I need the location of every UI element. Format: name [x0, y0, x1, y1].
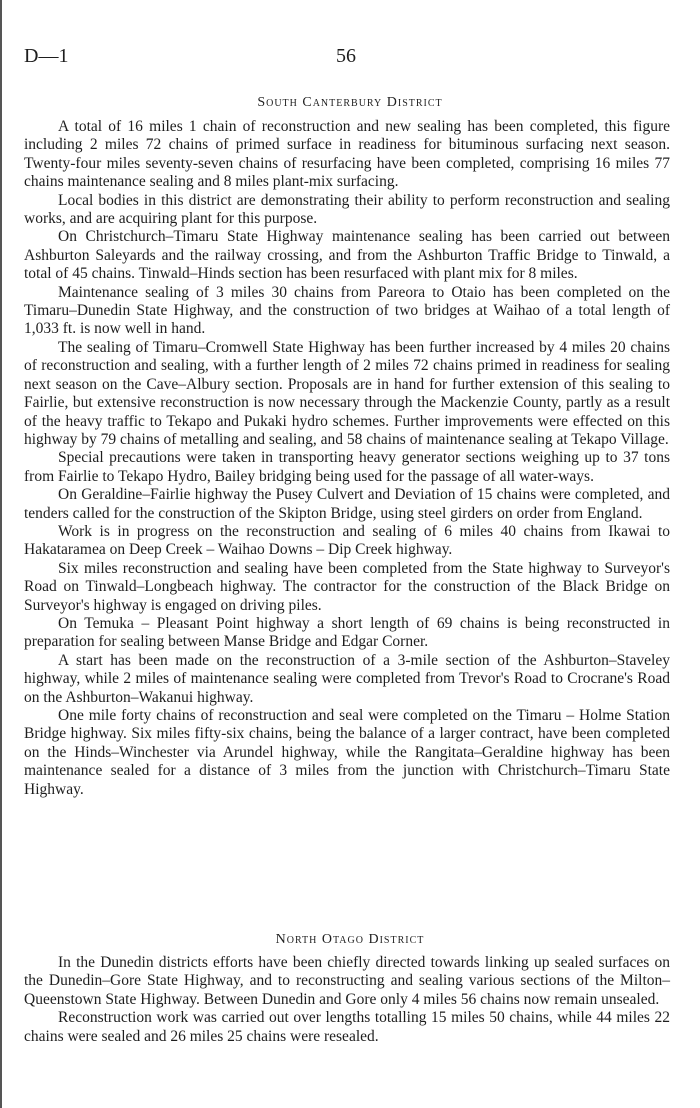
- paragraph: Special precautions were taken in transporting heavy generator sections weighing up to 37 tons from Fairlie to Tekapo Hydro, Bailey bridging being used for the passage of all water-ways.: [24, 449, 670, 485]
- section-body-north-otago: [24, 954, 670, 1046]
- paragraph: On Geraldine–Fairlie highway the Pusey Culvert and Deviation of 15 chains were completed, and tenders called for the construction of the Skipton Bridge, using steel girders on order from England.: [24, 486, 670, 522]
- paragraph: The sealing of Timaru–Cromwell State Highway has been further increased by 4 miles 20 chains of reconstruction and sealing, with a further length of 2 miles 72 chains primed in readiness for sealing next season on the Cave–Albury section. Proposals are in hand for further extension of this sealing to Fairlie, but extensive reconstruction is now necessary through the Mackenzie County, partly as a result of the heavy traffic to Tekapo and Pukaki hydro schemes. Further improvements were effected on this highway by 79 chains of metalling and sealing, and 58 chains of maintenance sealing at Tekapo Village.: [24, 338, 670, 448]
- section-heading-north-otago: North Otago District: [275, 932, 425, 947]
- paragraph: A start has been made on the reconstruction of a 3-mile section of the Ashburton–Staveley highway, while 2 miles of maintenance sealing were completed from Trevor's Road to Crocrane's Road on the Ashburton–Wakanui highway.: [24, 651, 670, 706]
- paragraph: Reconstruction work was carried out over lengths totalling 15 miles 50 chains, while 44 miles 22 chains were sealed and 26 miles 25 chains were resealed.: [24, 1009, 670, 1045]
- paragraph: On Christchurch–Timaru State Highway maintenance sealing has been carried out between Ashburton Saleyards and the railway crossing, and from the Ashburton Traffic Bridge to Tinwald, a total of 45 chains. Tinwald–Hinds section has been resurfaced with plant mix for 8 miles.: [24, 228, 670, 283]
- paragraph: Maintenance sealing of 3 miles 30 chains from Pareora to Otaio has been completed on the Timaru–Dunedin State Highway, and the construction of two bridges at Waihao of a total length of 1,033 ft. is now well in hand.: [24, 283, 670, 338]
- page-code: D—1: [24, 45, 69, 67]
- paragraph: On Temuka – Pleasant Point highway a short length of 69 chains is being reconstructed in preparation for sealing between Manse Bridge and Edgar Corner.: [24, 614, 670, 651]
- paragraph: A total of 16 miles 1 chain of reconstruction and new sealing has been completed, this figure including 2 miles 72 chains of primed surface in readiness for bituminous surfacing next season. Twenty-four miles seventy-seven chains of resurfacing have been completed, comprising 16 miles 77 chains maintenance sealing and 8 miles plant-mix surfacing.: [24, 118, 670, 191]
- paragraph: Local bodies in this district are demonstrating their ability to perform reconstruction and sealing works, and are acquiring plant for this purpose.: [24, 191, 670, 228]
- section-body-south-canterbury: [24, 118, 670, 799]
- paragraph: In the Dunedin districts efforts have been chiefly directed towards linking up sealed surfaces on the Dunedin–Gore State Highway, and to reconstructing and sealing various sections of the Milton–Queenstown State Highway. Between Dunedin and Gore only 4 miles 56 chains now remain unsealed.: [24, 954, 670, 1008]
- paragraph: Work is in progress on the reconstruction and sealing of 6 miles 40 chains from Ikawai to Hakataramea on Deep Creek – Waihao Downs – Dip Creek highway.: [24, 522, 670, 559]
- page-number: 56: [336, 45, 356, 67]
- paragraph: One mile forty chains of reconstruction and seal were completed on the Timaru – Holme Station Bridge highway. Six miles fifty-six chains, being the balance of a larger contract, have been completed on the Hinds–Winchester via Arundel highway, while the Rangitata–Geraldine highway has been maintenance sealed for a distance of 3 miles from the junction with Christchurch–Timaru State Highway.: [24, 707, 670, 798]
- paragraph: Six miles reconstruction and sealing have been completed from the State highway to Surveyor's Road on Tinwald–Longbeach highway. The contractor for the construction of the Black Bridge on Surveyor's highway is engaged on driving piles.: [24, 559, 670, 614]
- section-heading-south-canterbury: South Canterbury District: [257, 95, 443, 110]
